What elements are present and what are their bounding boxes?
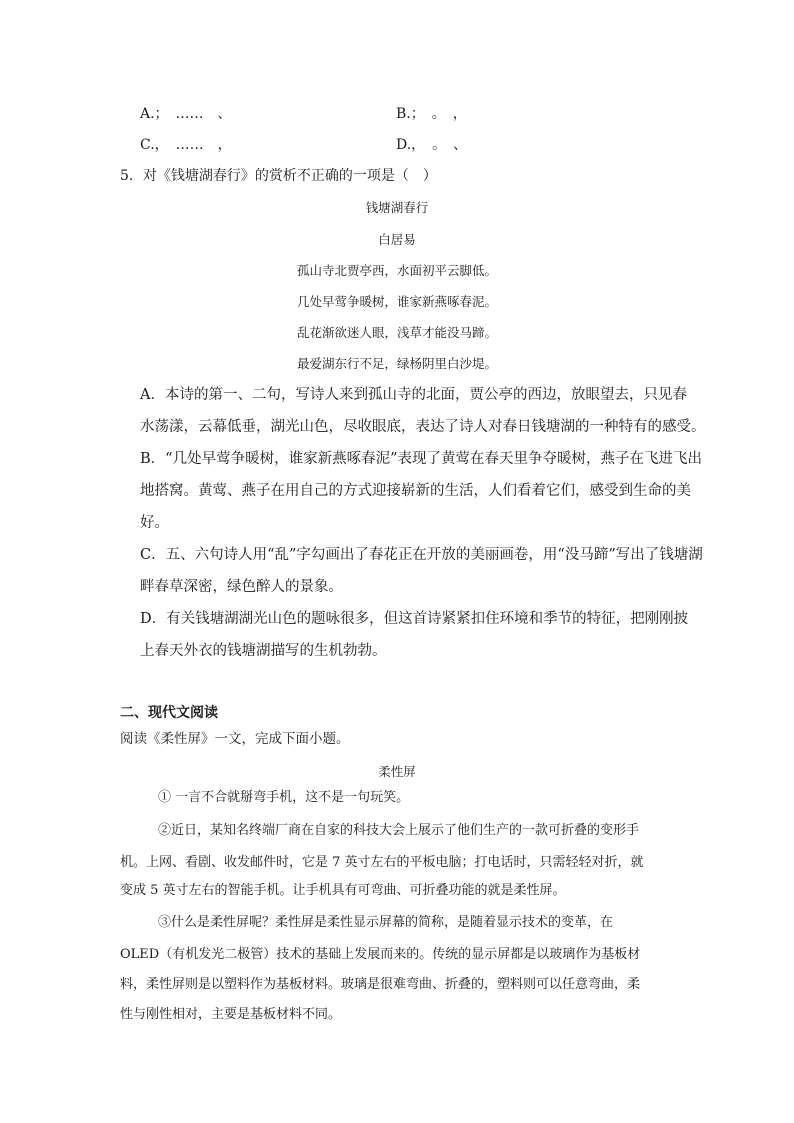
section-heading: 二、现代文阅读 — [120, 705, 218, 721]
poem-author: 白居易 — [378, 232, 416, 247]
option-a: A.； …… 、 — [140, 106, 232, 122]
option-b: B.； 。 ， — [396, 106, 467, 122]
answer-a-line2: 水荡漾，云幕低垂，湖光山色，尽收眼底，表达了诗人对春日钱塘湖的一种特有的感受。 — [140, 419, 706, 435]
answer-b-line3: 好。 — [140, 515, 169, 531]
section-instruction: 阅读《柔性屏》一文，完成下面小题。 — [120, 731, 350, 747]
answer-a-line1: A．本诗的第一、二句，写诗人来到孤山寺的北面，贾公亭的西边，放眼望去，只见春 — [140, 387, 687, 403]
article-paragraph-3-line2: OLED（有机发光二极管）技术的基础上发展而来的。传统的显示屏都是以玻璃作为基板材 — [120, 947, 641, 962]
poem-line: 孤山寺北贾亭西，水面初平云脚低。 — [296, 263, 497, 278]
article-paragraph-3-line1: ③什么是柔性屏呢？柔性屏是柔性显示屏幕的简称，是随着显示技术的变革，在 — [158, 915, 614, 930]
answer-d-line1: D．有关钱塘湖湖光山色的题咏很多，但这首诗紧紧扣住环境和季节的特征，把刚刚披 — [140, 611, 689, 627]
article-paragraph-3-line4: 性与刚性相对，主要是基板材料不同。 — [120, 1007, 342, 1022]
option-d: D.， 。 、 — [396, 137, 468, 153]
poem-title: 钱塘湖春行 — [365, 200, 429, 215]
option-c: C.， …… ， — [140, 137, 232, 153]
answer-b-line2: 地搭窝。黄莺、燕子在用自己的方式迎接崭新的生活，人们看着它们，感受到生命的美 — [140, 483, 691, 499]
answer-c-line1: C．五、六句诗人用“乱”字勾画出了春花正在开放的美丽画卷，用“没马蹄”写出了钱塘湖 — [140, 547, 703, 563]
article-paragraph-1: ① 一言不合就掰弯手机，这不是一句玩笑。 — [158, 790, 410, 805]
question-5: 5．对《钱塘湖春行》的赏析不正确的一项是（ ） — [120, 168, 437, 184]
article-title: 柔性屏 — [378, 764, 416, 779]
article-paragraph-3-line3: 料，柔性屏则是以塑料作为基板材料。玻璃是很难弯曲、折叠的，塑料则可以任意弯曲，柔 — [120, 977, 641, 992]
answer-b-line1: B．“几处早莺争暖树，谁家新燕啄春泥”表现了黄莺在春天里争夺暖树，燕子在飞进飞出 — [140, 451, 702, 467]
article-paragraph-2-line3: 变成 5 英寸左右的智能手机。让手机具有可弯曲、可折叠功能的就是柔性屏。 — [120, 883, 566, 898]
answer-d-line2: 上春天外衣的钱塘湖描写的生机勃勃。 — [140, 643, 387, 659]
article-paragraph-2-line2: 机。上网、看剧、收发邮件时，它是 7 英寸左右的平板电脑；打电话时，只需轻轻对折，就 — [120, 855, 644, 870]
poem-line: 最爱湖东行不足，绿杨阴里白沙堤。 — [296, 356, 497, 371]
poem-line: 几处早莺争暖树，谁家新燕啄春泥。 — [296, 294, 497, 309]
article-paragraph-2-line1: ②近日，某知名终端厂商在自家的科技大会上展示了他们生产的一款可折叠的变形手 — [158, 823, 640, 838]
answer-c-line2: 畔春草深密，绿色醉人的景象。 — [140, 579, 343, 595]
poem-line: 乱花渐欲迷人眼，浅草才能没马蹄。 — [296, 325, 497, 340]
